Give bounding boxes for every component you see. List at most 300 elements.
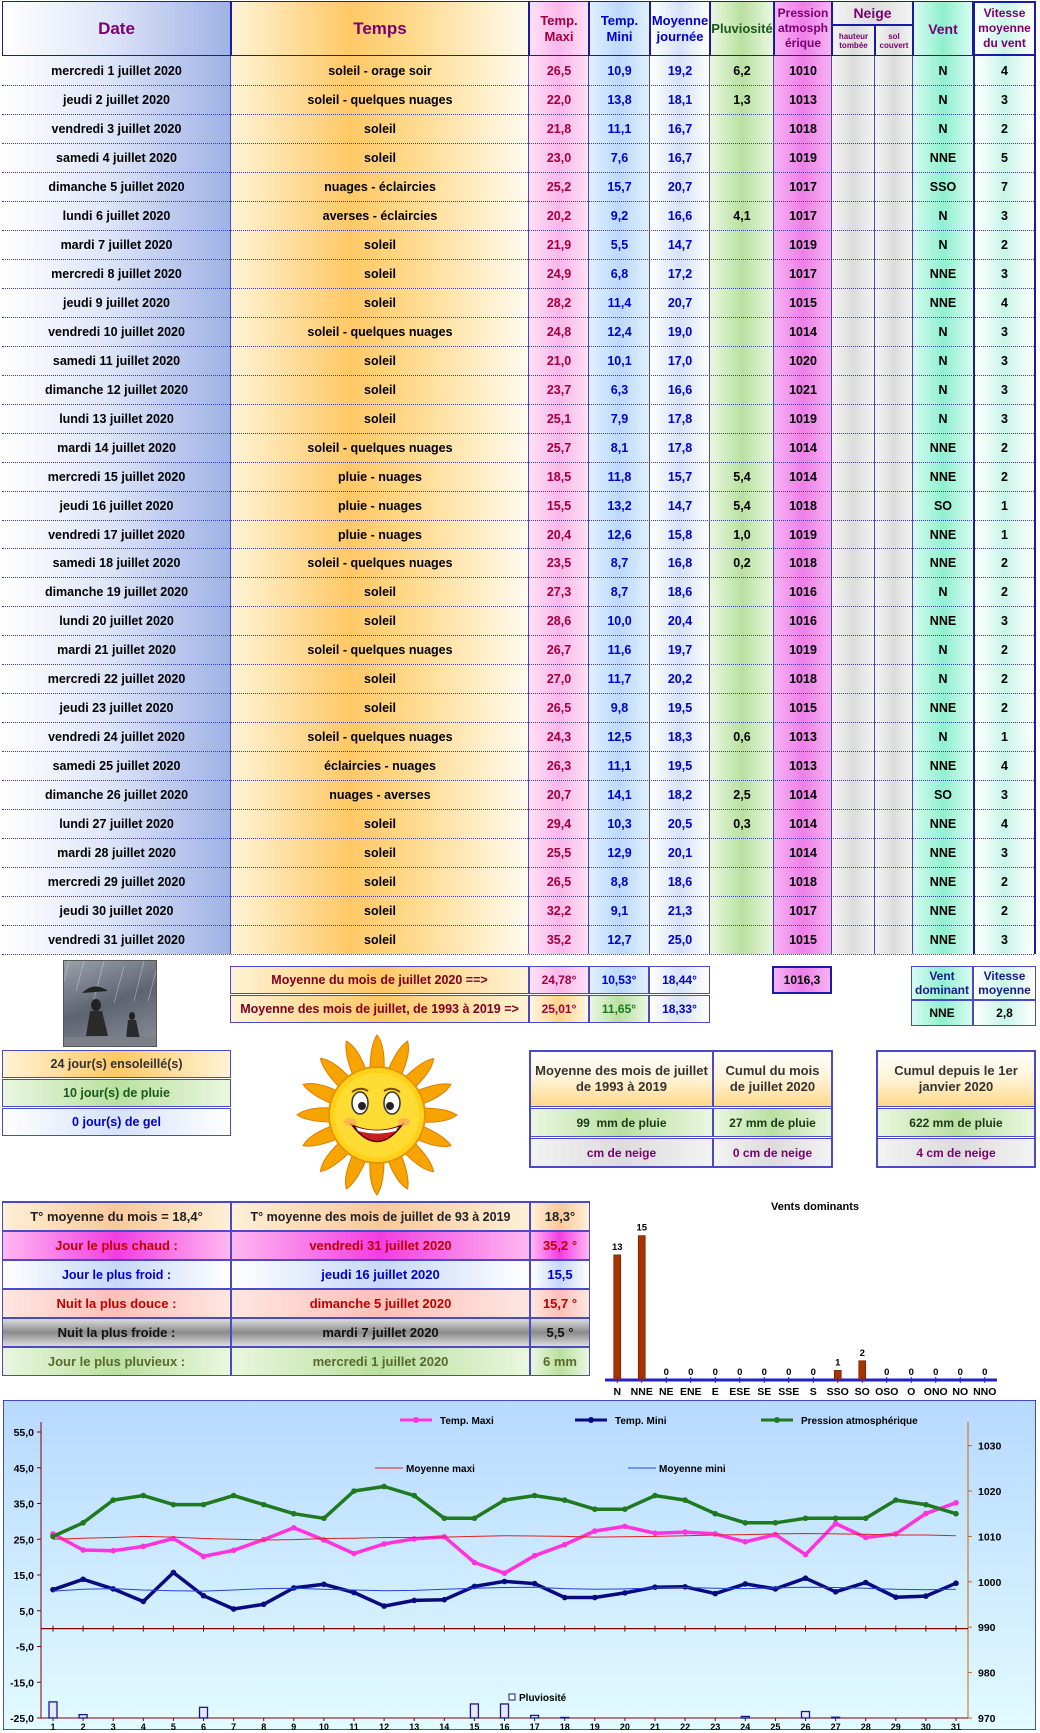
cell-mini: 11,4 xyxy=(607,295,632,310)
cell-pluv xyxy=(710,694,774,722)
cell-maxi: 26,5 xyxy=(546,875,572,890)
legend-label: Temp. Mini xyxy=(615,1416,667,1427)
right-tick-label: 980 xyxy=(978,1667,996,1680)
cell-mini: 12,5 xyxy=(607,730,632,745)
record-douce-val: 15,7 ° xyxy=(530,1289,590,1318)
cell-mini: 8,1 xyxy=(610,440,629,455)
cell-maxi: 22,0 xyxy=(546,92,572,107)
avg-month-pression: 1016,3 xyxy=(772,966,832,994)
cell-temps: soleil xyxy=(364,614,396,629)
right-tick-label: 1020 xyxy=(978,1486,1002,1499)
cell-temps: soleil xyxy=(364,933,396,948)
cell-maxi: 21,8 xyxy=(546,121,572,136)
cell-maxi: 35,2 xyxy=(546,933,572,948)
series-point xyxy=(351,1590,357,1596)
cell-mini: 10,0 xyxy=(607,614,632,629)
series-point xyxy=(773,1586,779,1592)
series-point xyxy=(231,1548,237,1554)
wind-bar-label: 0 xyxy=(933,1367,939,1378)
cell-vit: 3 xyxy=(1001,266,1008,281)
cell-moy: 17,8 xyxy=(667,411,693,426)
cell-mini: 12,7 xyxy=(607,933,632,948)
x-tick-label: 31 xyxy=(950,1722,962,1730)
cell-moy: 18,3 xyxy=(667,730,693,745)
cell-temps: soleil xyxy=(364,817,396,832)
legend-label: Moyenne maxi xyxy=(406,1464,475,1475)
cell-date: jeudi 23 juillet 2020 xyxy=(59,701,174,716)
cumul-mois-pluie xyxy=(713,1108,832,1137)
cell-mini: 12,4 xyxy=(607,324,632,339)
cell-pluv xyxy=(710,636,774,664)
series-point xyxy=(502,1579,508,1585)
header-neige: Neige xyxy=(832,1,913,25)
header-temp-mini: Temp. Mini xyxy=(589,1,650,56)
cell-date: mercredi 15 juillet 2020 xyxy=(47,469,186,484)
cell-mini: 7,9 xyxy=(610,411,629,426)
cell-pluv xyxy=(710,376,774,404)
series-point xyxy=(201,1554,207,1560)
wind-category-label: ONO xyxy=(923,1386,948,1398)
header-neige-sol: sol couvert xyxy=(875,25,913,56)
x-tick-label: 15 xyxy=(469,1722,480,1730)
series-point xyxy=(381,1484,387,1490)
record-douce-date: dimanche 5 juillet 2020 xyxy=(231,1289,530,1318)
cell-vent: N xyxy=(938,324,948,339)
wind-bar-label: 0 xyxy=(712,1367,718,1378)
series-point xyxy=(532,1581,538,1587)
cell-date: vendredi 24 juillet 2020 xyxy=(48,730,185,745)
series-point xyxy=(562,1497,568,1503)
cell-vit: 2 xyxy=(1001,469,1008,484)
pluviosite-bar xyxy=(531,1715,539,1718)
cell-date: dimanche 26 juillet 2020 xyxy=(44,788,189,803)
x-tick-label: 28 xyxy=(860,1722,871,1730)
series-point xyxy=(291,1525,297,1531)
series-point xyxy=(141,1544,147,1550)
cell-temps: soleil xyxy=(364,150,396,165)
cell-temps: soleil xyxy=(364,295,396,310)
cell-vent: NNE xyxy=(929,701,957,716)
cell-moy: 16,8 xyxy=(667,556,693,571)
cumul-annee-pluie-unit: mm de pluie xyxy=(932,1115,1003,1130)
wind-bar-label: 0 xyxy=(688,1367,694,1378)
cell-date: lundi 20 juillet 2020 xyxy=(59,614,174,629)
series-point xyxy=(502,1497,508,1503)
cell-temps: soleil xyxy=(364,846,396,861)
header-vitesse: Vitesse moyenne du vent xyxy=(973,1,1036,56)
cell-vent: N xyxy=(938,353,948,368)
cumul-hist-neige: cm de neige xyxy=(530,1138,713,1167)
cell-press: 1021 xyxy=(789,382,817,397)
wind-category-label: E xyxy=(711,1386,719,1398)
cumul-mois-neige: 0 cm de neige xyxy=(713,1138,832,1167)
series-point xyxy=(893,1531,899,1537)
cumul-mois-pluie-value: 27 xyxy=(729,1115,743,1130)
cell-date: vendredi 10 juillet 2020 xyxy=(48,324,185,339)
cell-maxi: 23,0 xyxy=(546,150,572,165)
x-tick-label: 23 xyxy=(710,1722,721,1730)
cell-temps: soleil - quelques nuages xyxy=(307,556,453,571)
wind-bar-label: 0 xyxy=(786,1367,792,1378)
cell-vent: NNE xyxy=(929,875,957,890)
x-tick-label: 11 xyxy=(349,1722,359,1730)
temperature-pressure-chart xyxy=(3,1400,1036,1730)
series-point xyxy=(863,1580,869,1586)
series-point xyxy=(351,1551,357,1557)
header-temp-maxi: Temp. Maxi xyxy=(529,1,589,56)
record-moy-hist-label: T° moyenne des mois de juillet de 93 à 2019 xyxy=(231,1202,530,1231)
cell-temps: soleil xyxy=(364,411,396,426)
x-tick-label: 4 xyxy=(140,1722,146,1730)
wind-category-label: NNE xyxy=(630,1386,653,1398)
cell-vit: 1 xyxy=(1001,498,1008,513)
cell-moy: 16,7 xyxy=(667,150,693,165)
cell-vent: NNE xyxy=(929,440,957,455)
cell-mini: 11,1 xyxy=(607,759,632,774)
wind-category-label: NE xyxy=(658,1386,674,1398)
cell-press: 1019 xyxy=(789,527,817,542)
cell-date: lundi 6 juillet 2020 xyxy=(62,208,171,223)
record-pluvieux-val: 6 mm xyxy=(530,1347,590,1376)
cell-vit: 2 xyxy=(1001,440,1008,455)
cell-vent: SO xyxy=(933,788,953,803)
cell-pluv xyxy=(710,144,774,172)
cumul-mois-pluie-unit: mm de pluie xyxy=(745,1115,816,1130)
legend-marker xyxy=(774,1417,780,1423)
series-point xyxy=(893,1594,899,1600)
cell-maxi: 23,7 xyxy=(546,382,572,397)
cell-press: 1016 xyxy=(789,614,817,629)
cell-temps: éclaircies - nuages xyxy=(324,759,436,774)
x-tick-label: 9 xyxy=(291,1722,297,1730)
cell-temps: soleil - orage soir xyxy=(328,63,432,78)
cell-temps: soleil xyxy=(364,382,396,397)
cell-vent: N xyxy=(938,411,948,426)
cell-temps: soleil - quelques nuages xyxy=(307,730,453,745)
cell-mini: 8,7 xyxy=(610,585,629,600)
cell-date: mardi 28 juillet 2020 xyxy=(57,846,176,861)
cell-date: dimanche 12 juillet 2020 xyxy=(44,382,189,397)
x-tick-label: 14 xyxy=(439,1722,450,1730)
cell-vit: 4 xyxy=(1001,63,1008,78)
cell-moy: 17,2 xyxy=(667,266,693,281)
x-tick-label: 27 xyxy=(830,1722,841,1730)
series-point xyxy=(562,1542,568,1548)
series-point xyxy=(442,1597,448,1603)
cell-temps: soleil xyxy=(364,237,396,252)
cell-press: 1017 xyxy=(789,179,817,194)
record-douce-label: Nuit la plus douce : xyxy=(2,1289,231,1318)
cell-press: 1018 xyxy=(789,121,817,136)
series-point xyxy=(803,1552,809,1558)
rain-photo xyxy=(63,960,157,1047)
cell-moy: 19,0 xyxy=(667,324,693,339)
legend-label: Moyenne mini xyxy=(659,1464,726,1475)
cell-temps: nuages - éclaircies xyxy=(324,179,436,194)
cell-vent: NNE xyxy=(929,295,957,310)
x-tick-label: 7 xyxy=(231,1722,237,1730)
wind-bar-label: 13 xyxy=(611,1241,623,1253)
cell-press: 1019 xyxy=(789,237,817,252)
jours-pluie: 10 jour(s) de pluie xyxy=(2,1079,231,1107)
series-point xyxy=(773,1520,779,1526)
vitesse-moyenne-label: Vitesse moyenne xyxy=(973,966,1036,1000)
cell-vit: 4 xyxy=(1001,817,1008,832)
x-tick-label: 19 xyxy=(589,1722,600,1730)
series-point xyxy=(622,1590,628,1596)
cell-vit: 2 xyxy=(1001,121,1008,136)
wind-category-label: S xyxy=(809,1386,817,1398)
cell-press: 1017 xyxy=(789,266,817,281)
series-point xyxy=(472,1515,478,1521)
cell-pluv xyxy=(710,839,774,867)
series-point xyxy=(201,1502,207,1508)
wind-category-label: NO xyxy=(952,1386,969,1398)
cell-date: mercredi 8 juillet 2020 xyxy=(51,266,182,281)
cell-press: 1014 xyxy=(789,324,817,339)
cell-press: 1014 xyxy=(789,817,817,832)
cell-vent: N xyxy=(938,672,948,687)
cell-pluv: 5,4 xyxy=(733,498,751,513)
cumul-mois-title: Cumul du mois de juillet 2020 xyxy=(713,1051,832,1107)
series-point xyxy=(141,1493,147,1499)
series-point xyxy=(141,1599,147,1605)
right-tick-label: 970 xyxy=(978,1713,996,1725)
cell-vit: 2 xyxy=(1001,237,1008,252)
series-point xyxy=(411,1598,417,1604)
cell-vit: 2 xyxy=(1001,556,1008,571)
cell-vit: 3 xyxy=(1001,324,1008,339)
cell-vent: NNE xyxy=(929,817,957,832)
cell-maxi: 18,5 xyxy=(546,469,572,484)
right-tick-label: 990 xyxy=(978,1622,996,1635)
cell-vit: 2 xyxy=(1001,875,1008,890)
cell-temps: soleil - quelques nuages xyxy=(307,440,453,455)
wind-bar-label: 0 xyxy=(884,1367,890,1378)
cell-vent: NNE xyxy=(929,759,957,774)
series-point xyxy=(231,1493,237,1499)
pluviosite-bar xyxy=(49,1702,57,1718)
series-point xyxy=(712,1531,718,1537)
cell-press: 1018 xyxy=(789,875,817,890)
cell-vit: 3 xyxy=(1001,933,1008,948)
cell-moy: 18,6 xyxy=(667,585,693,600)
cumul-annee-title: Cumul depuis le 1er janvier 2020 xyxy=(877,1051,1035,1107)
cell-pluv xyxy=(710,173,774,201)
cell-mini: 5,5 xyxy=(610,237,629,252)
cell-maxi: 25,5 xyxy=(546,846,572,861)
series-point xyxy=(592,1595,598,1601)
legend-label: Temp. Maxi xyxy=(440,1416,494,1427)
cell-date: mardi 21 juillet 2020 xyxy=(57,643,176,658)
series-point xyxy=(50,1534,56,1540)
left-tick-label: 15,0 xyxy=(13,1570,34,1582)
series-point xyxy=(833,1589,839,1595)
cell-moy: 17,0 xyxy=(667,353,693,368)
cell-moy: 14,7 xyxy=(667,237,693,252)
wind-category-label: N xyxy=(613,1386,622,1398)
cell-temps: pluie - nuages xyxy=(337,498,423,513)
row-separator xyxy=(2,954,1034,955)
cell-mini: 11,7 xyxy=(607,672,632,687)
left-tick-label: -15,0 xyxy=(10,1677,34,1690)
record-froid-val: 15,5 xyxy=(530,1260,590,1289)
record-froid-label: Jour le plus froid : xyxy=(2,1260,231,1289)
cell-moy: 18,6 xyxy=(667,875,693,890)
cell-press: 1014 xyxy=(789,788,817,803)
cell-maxi: 32,2 xyxy=(546,904,572,919)
cell-date: samedi 11 juillet 2020 xyxy=(52,353,181,368)
avg-month-maxi: 24,78° xyxy=(529,966,589,994)
x-tick-label: 22 xyxy=(680,1722,691,1730)
wind-bar xyxy=(638,1236,645,1380)
series-point xyxy=(803,1515,809,1521)
series-point xyxy=(562,1595,568,1601)
cell-pluv xyxy=(710,665,774,693)
jours-gel: 0 jour(s) de gel xyxy=(2,1108,231,1136)
series-point xyxy=(743,1581,749,1587)
header-date: Date xyxy=(2,1,231,56)
cell-press: 1013 xyxy=(789,759,817,774)
cell-mini: 13,2 xyxy=(607,498,632,513)
cell-moy: 20,7 xyxy=(667,295,693,310)
wind-bar-label: 15 xyxy=(636,1222,648,1234)
cell-press: 1013 xyxy=(789,92,817,107)
series-point xyxy=(171,1502,177,1508)
cell-pluv xyxy=(710,347,774,375)
series-point xyxy=(321,1581,327,1587)
cell-pluv: 6,2 xyxy=(733,63,751,78)
cell-temps: nuages - averses xyxy=(329,788,431,803)
cell-temps: soleil xyxy=(364,701,396,716)
series-point xyxy=(923,1502,929,1508)
cell-mini: 11,8 xyxy=(607,469,632,484)
cell-vent: N xyxy=(938,237,948,252)
cell-moy: 19,7 xyxy=(667,643,693,658)
cell-press: 1010 xyxy=(789,63,817,78)
cell-date: jeudi 16 juillet 2020 xyxy=(59,498,174,513)
cell-maxi: 20,2 xyxy=(546,208,572,223)
cell-maxi: 26,5 xyxy=(546,63,572,78)
wind-category-label: ENE xyxy=(679,1386,702,1398)
cell-pluv xyxy=(710,260,774,288)
cell-vent: N xyxy=(938,92,948,107)
wind-bar-label: 0 xyxy=(810,1367,816,1378)
series-point xyxy=(351,1488,357,1494)
cell-vit: 3 xyxy=(1001,92,1008,107)
series-point xyxy=(833,1521,839,1527)
legend-marker xyxy=(509,1694,515,1700)
x-tick-label: 2 xyxy=(80,1722,86,1730)
series-point xyxy=(592,1506,598,1512)
cell-vent: N xyxy=(938,382,948,397)
vitesse-moyenne-value: 2,8 xyxy=(973,1000,1036,1026)
cell-date: mercredi 22 juillet 2020 xyxy=(47,672,186,687)
record-froide-label: Nuit la plus froide : xyxy=(2,1318,231,1347)
series-point xyxy=(923,1593,929,1599)
cell-date: dimanche 5 juillet 2020 xyxy=(48,179,185,194)
series-point xyxy=(261,1602,267,1608)
cell-vit: 2 xyxy=(1001,701,1008,716)
cell-vent: N xyxy=(938,643,948,658)
series-point xyxy=(80,1547,86,1553)
cell-press: 1019 xyxy=(789,150,817,165)
cell-date: vendredi 17 juillet 2020 xyxy=(48,527,185,542)
series-point xyxy=(743,1539,749,1545)
record-moy-mois: T° moyenne du mois = 18,4° xyxy=(2,1202,231,1231)
series-point xyxy=(712,1591,718,1597)
header-pression: Pression atmosphérique xyxy=(774,1,832,56)
cell-mini: 13,8 xyxy=(607,92,632,107)
cell-press: 1014 xyxy=(789,846,817,861)
cell-vent: N xyxy=(938,208,948,223)
record-froide-date: mardi 7 juillet 2020 xyxy=(231,1318,530,1347)
cell-date: lundi 13 juillet 2020 xyxy=(59,411,174,426)
cell-temps: soleil - quelques nuages xyxy=(307,324,453,339)
cumul-hist-pluie-unit: mm de pluie xyxy=(596,1115,667,1130)
cell-vit: 3 xyxy=(1001,382,1008,397)
pluviosite-bar xyxy=(501,1704,509,1718)
cell-temps: averses - éclaircies xyxy=(322,208,438,223)
cell-vent: SO xyxy=(933,498,953,513)
avg-month-label: Moyenne du mois de juillet 2020 ==> xyxy=(230,966,529,994)
x-tick-label: 29 xyxy=(890,1722,901,1730)
cell-pluv xyxy=(710,405,774,433)
record-froid-date: jeudi 16 juillet 2020 xyxy=(231,1260,530,1289)
cell-temps: soleil xyxy=(364,585,396,600)
cell-vit: 1 xyxy=(1001,730,1008,745)
header-neige-hauteur: hauteur tombée xyxy=(832,25,875,56)
cell-mini: 10,3 xyxy=(607,817,632,832)
cell-pluv xyxy=(710,607,774,635)
wind-bar xyxy=(614,1255,621,1380)
cell-vit: 4 xyxy=(1001,759,1008,774)
series-point xyxy=(231,1606,237,1612)
cell-mini: 8,7 xyxy=(610,556,629,571)
left-tick-label: 35,0 xyxy=(13,1498,34,1511)
series-point xyxy=(472,1560,478,1566)
pluviosite-bar xyxy=(470,1704,478,1718)
cell-mini: 10,1 xyxy=(607,353,632,368)
wind-category-label: SSE xyxy=(778,1386,800,1398)
series-point xyxy=(773,1532,779,1538)
cell-vent: N xyxy=(938,63,948,78)
header-pluviosite: Pluviosité xyxy=(710,1,774,56)
wind-category-label: SE xyxy=(757,1386,772,1398)
cell-pluv xyxy=(710,752,774,780)
series-point xyxy=(682,1584,688,1590)
series-point xyxy=(411,1493,417,1499)
cell-press: 1015 xyxy=(789,933,817,948)
cell-maxi: 21,0 xyxy=(546,353,572,368)
cell-pluv: 0,6 xyxy=(733,730,751,745)
cell-date: jeudi 30 juillet 2020 xyxy=(59,904,174,919)
vent-dominant-label: Vent dominant xyxy=(911,966,973,1000)
cell-temps: soleil xyxy=(364,875,396,890)
series-point xyxy=(652,1584,658,1590)
avg-month-mini: 10,53° xyxy=(589,966,649,994)
left-tick-label: -5,0 xyxy=(15,1641,34,1654)
cell-temps: soleil - quelques nuages xyxy=(307,92,453,107)
wind-bar-label: 0 xyxy=(982,1367,988,1378)
cell-maxi: 27,3 xyxy=(546,585,572,600)
series-point xyxy=(682,1497,688,1503)
cell-moy: 18,2 xyxy=(667,788,693,803)
cell-press: 1014 xyxy=(789,469,817,484)
record-froide-val: 5,5 ° xyxy=(530,1318,590,1347)
cell-maxi: 26,5 xyxy=(546,701,572,716)
cell-temps: soleil xyxy=(364,353,396,368)
